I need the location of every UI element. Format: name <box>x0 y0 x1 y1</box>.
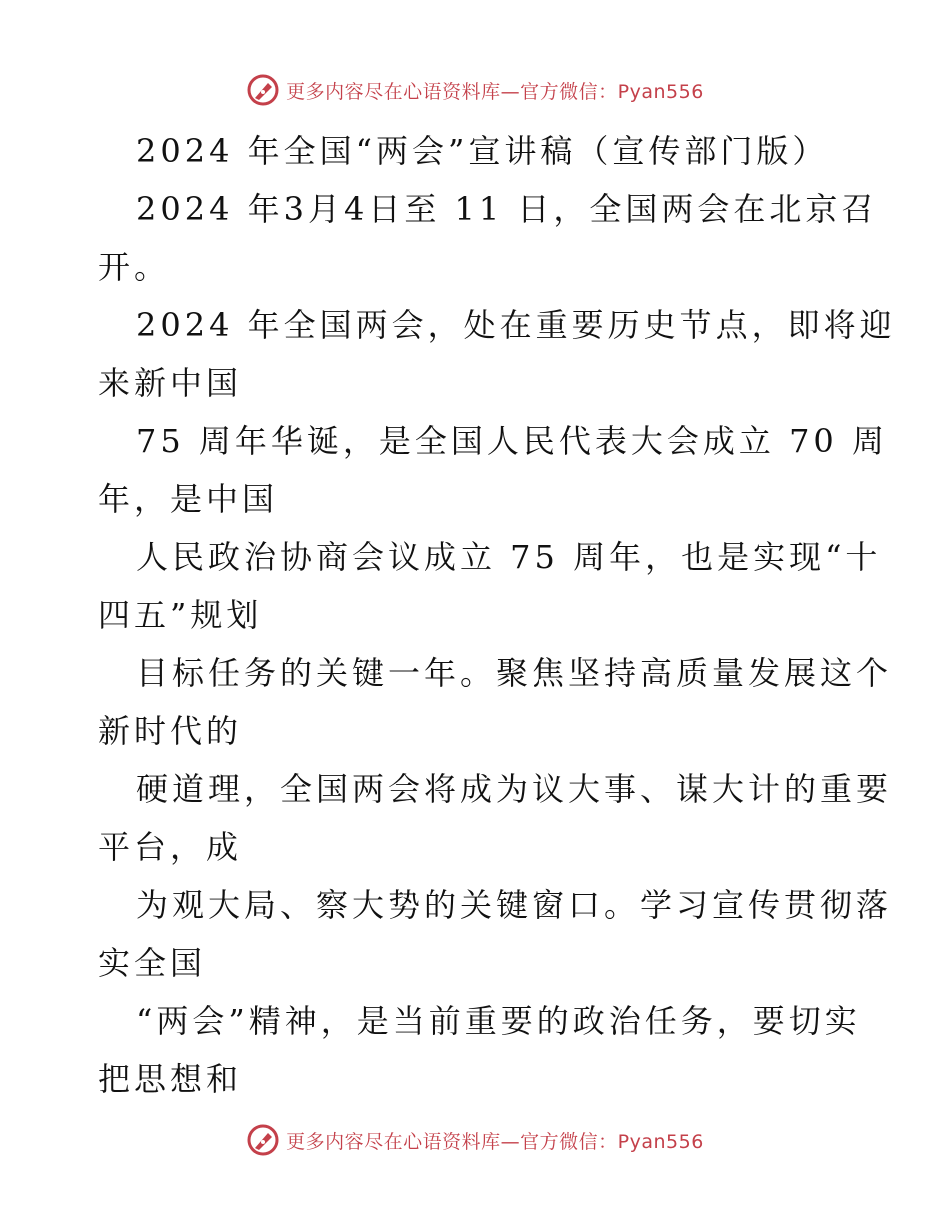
document-body <box>98 122 896 1108</box>
paragraph-line: 为观大局、察大势的关键窗口。学习宣传贯彻落 <box>136 886 893 924</box>
pen-nib-logo-icon <box>246 1123 280 1157</box>
paragraph-line: 2024 年全国两会，处在重要历史节点，即将迎 <box>136 306 896 344</box>
pen-nib-logo-icon <box>246 73 280 107</box>
paragraph-line: 新时代的 <box>98 712 243 750</box>
paragraph-line: 来新中国 <box>98 364 243 402</box>
header-banner <box>0 70 950 110</box>
paragraph-line: 2024 年3月4日至 11 日，全国两会在北京召 <box>136 190 878 228</box>
document-title: 2024 年全国“两会”宣讲稿（宣传部门版） <box>136 132 829 170</box>
paragraph-line: 开。 <box>98 248 171 286</box>
paragraph-line: “两会”精神，是当前重要的政治任务，要切实 <box>136 1002 861 1040</box>
paragraph-line: 平台，成 <box>98 828 243 866</box>
paragraph-line: 硬道理，全国两会将成为议大事、谋大计的重要 <box>136 770 893 808</box>
header-banner-text: 更多内容尽在心语资料库—官方微信：Pyan556 <box>286 80 704 103</box>
paragraph-line: 年，是中国 <box>98 480 279 518</box>
paragraph-line: 四五”规划 <box>98 596 263 634</box>
paragraph-line: 人民政治协商会议成立 75 周年，也是实现“十 <box>136 538 882 576</box>
paragraph-line: 75 周年华诞，是全国人民代表大会成立 70 周 <box>136 422 888 460</box>
paragraph-line: 目标任务的关键一年。聚焦坚持高质量发展这个 <box>136 654 893 692</box>
footer-banner-text: 更多内容尽在心语资料库—官方微信：Pyan556 <box>286 1130 704 1153</box>
paragraph-line: 把思想和 <box>98 1060 243 1098</box>
footer-banner <box>0 1120 950 1160</box>
paragraph-line: 实全国 <box>98 944 207 982</box>
